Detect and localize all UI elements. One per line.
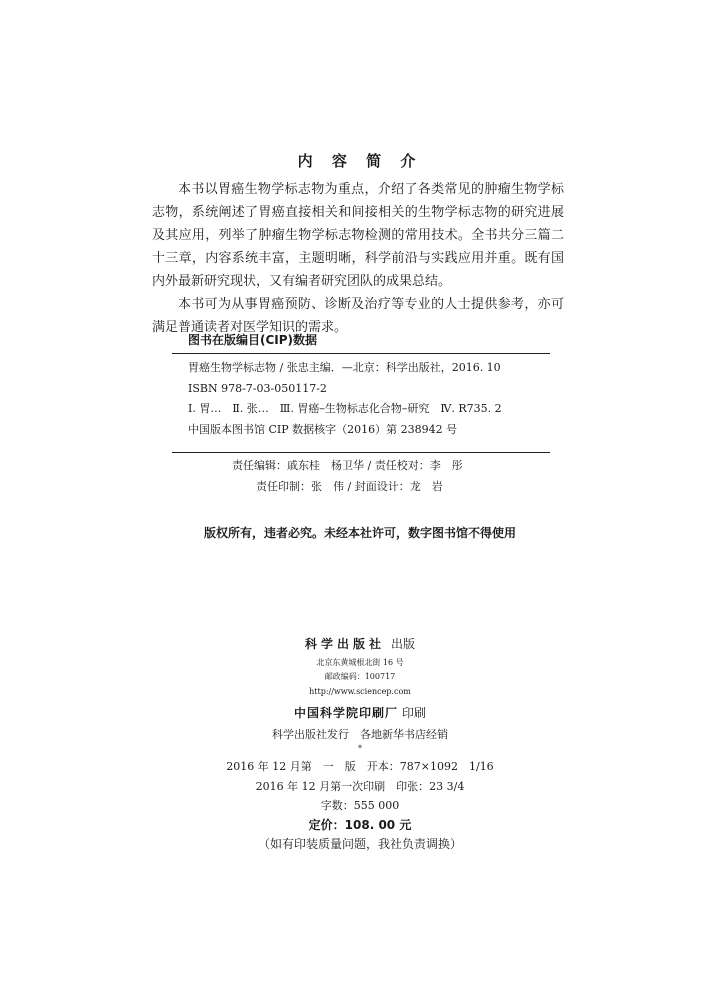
word-count: 字数：555 000 xyxy=(320,799,400,812)
quality-note: （如有印装质量问题，我社负责调换） xyxy=(257,837,462,851)
printing-line: 2016 年 12 月第一次印刷 印张：23 3/4 xyxy=(255,780,465,793)
summary-paragraph: 本书可为从事胃癌预防、诊断及治疗等专业的人士提供参考，亦可满足普通读者对医学知识的需求。 xyxy=(152,297,564,335)
summary-title: 内 容 简 介 xyxy=(297,152,423,170)
cip-classification-line: Ⅰ. 胃… Ⅱ. 张… Ⅲ. 胃癌–生物标志化合物–研究 Ⅳ. R735. 2 xyxy=(188,402,502,415)
cip-top-rule xyxy=(172,353,550,354)
production-credits: 责任印制：张 伟 / 封面设计：龙 岩 xyxy=(256,480,443,493)
copyright-notice: 版权所有，违者必究。未经本社许可，数字图书馆不得使用 xyxy=(203,526,516,540)
cip-title-line: 胃癌生物学标志物 / 张忠主编．—北京：科学出版社，2016. 10 xyxy=(188,361,501,374)
cip-isbn-line: ISBN 978-7-03-050117-2 xyxy=(188,381,327,395)
publisher-address: 北京东黄城根北街 16 号 xyxy=(316,658,404,667)
publisher-postcode: 邮政编码：100717 xyxy=(324,672,396,681)
editor-credits: 责任编辑：戚东桂 杨卫华 / 责任校对：李 彤 xyxy=(232,459,463,472)
edition-line: 2016 年 12 月第 一 版 开本：787×1092 1/16 xyxy=(226,760,494,773)
cip-bottom-rule xyxy=(172,452,550,453)
summary-body xyxy=(152,178,564,339)
publisher-logo: 科学出版社 xyxy=(304,637,385,651)
cip-record-line: 中国版本图书馆 CIP 数据核字（2016）第 238942 号 xyxy=(188,422,458,436)
printer-line xyxy=(0,704,720,721)
cip-block xyxy=(188,358,558,440)
printer-logo: 中国科学院印刷厂 xyxy=(293,706,398,720)
printer-suffix: 印刷 xyxy=(402,706,427,720)
distribution-line: 科学出版社发行 各地新华书店经销 xyxy=(272,728,448,741)
summary-paragraph: 本书以胃癌生物学标志物为重点，介绍了各类常见的肿瘤生物学标志物，系统阐述了胃癌直接相关和间接相关的生物学标志物的研究进展及其应用，列举了肿瘤生物学标志物检测的常用技术。全书共分三篇二十三章，内容系统丰富，主题明晰，科学前沿与实践应用并重。既有国内外最新研究现状，又有编者研究团队的成果总结。 xyxy=(152,182,564,289)
star-divider: * xyxy=(358,744,362,753)
price: 定价：108. 00 元 xyxy=(308,818,412,832)
cip-heading: 图书在版编目(CIP)数据 xyxy=(188,333,318,347)
publisher-suffix: 出版 xyxy=(391,637,416,651)
publisher-line xyxy=(0,635,720,652)
publisher-website: http://www.sciencep.com xyxy=(309,687,411,696)
